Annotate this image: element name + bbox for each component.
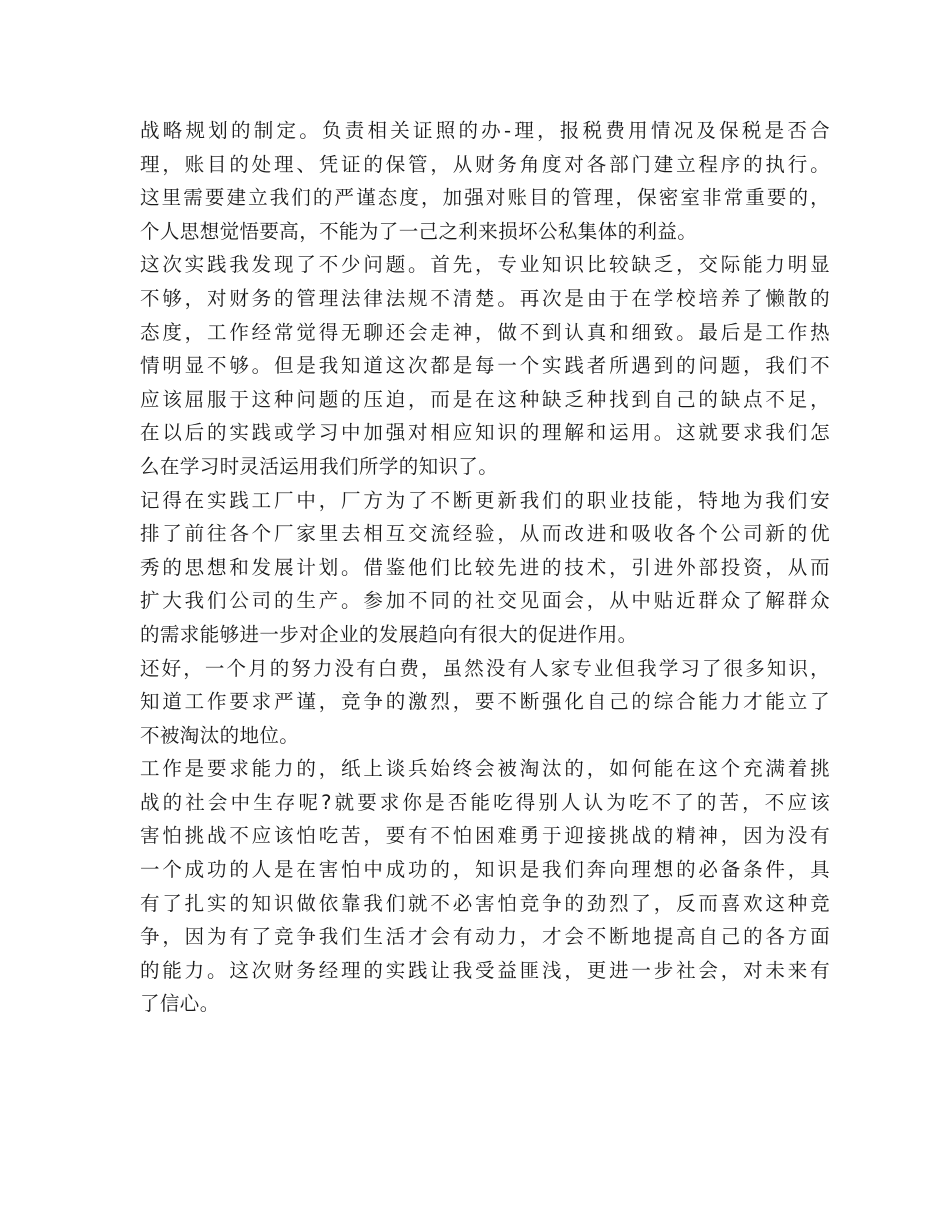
text-line: 有了扎实的知识做依靠我们就不必害怕竞争的劲烈了，反而喜欢这种竞 [140, 891, 830, 915]
text-line: 了信心。 [140, 992, 220, 1016]
text-line: 理，账目的处理、凭证的保管，从财务角度对各部门建立程序的执行。 [140, 152, 830, 176]
paragraph-3 [140, 484, 830, 652]
paragraph-4 [140, 652, 830, 753]
text-line: 战的社会中生存呢?就要求你是否能吃得别人认为吃不了的苦，不应该 [140, 790, 830, 814]
paragraph-2 [140, 248, 830, 483]
document-body [140, 114, 830, 1021]
text-line: 还好，一个月的努力没有白费，虽然没有人家专业但我学习了很多知识， [140, 656, 830, 680]
text-line: 一个成功的人是在害怕中成功的，知识是我们奔向理想的必备条件，具 [140, 858, 830, 882]
text-line: 争，因为有了竞争我们生活才会有动力，才会不断地提高自己的各方面 [140, 925, 830, 949]
text-line: 秀的思想和发展计划。借鉴他们比较先进的技术，引进外部投资，从而 [140, 555, 830, 579]
text-line: 不被淘汰的地位。 [140, 723, 300, 747]
text-line: 个人思想觉悟要高，不能为了一己之利来损坏公私集体的利益。 [140, 219, 698, 243]
text-line: 态度，工作经常觉得无聊还会走神，做不到认真和细致。最后是工作热 [140, 320, 830, 344]
text-line: 害怕挑战不应该怕吃苦，要有不怕困难勇于迎接挑战的精神，因为没有 [140, 824, 830, 848]
text-line: 不够，对财务的管理法律法规不清楚。再次是由于在学校培养了懒散的 [140, 286, 830, 310]
text-line: 工作是要求能力的，纸上谈兵始终会被淘汰的，如何能在这个充满着挑 [140, 757, 830, 781]
text-line: 扩大我们公司的生产。参加不同的社交见面会，从中贴近群众了解群众 [140, 589, 830, 613]
paragraph-5 [140, 752, 830, 1021]
text-line: 情明显不够。但是我知道这次都是每一个实践者所遇到的问题，我们不 [140, 354, 830, 378]
text-line: 排了前往各个厂家里去相互交流经验，从而改进和吸收各个公司新的优 [140, 522, 830, 546]
text-line: 知道工作要求严谨，竞争的激烈，要不断强化自己的综合能力才能立了 [140, 690, 830, 714]
text-line: 这次实践我发现了不少问题。首先，专业知识比较缺乏，交际能力明显 [140, 253, 830, 277]
text-line: 这里需要建立我们的严谨态度，加强对账目的管理，保密室非常重要的， [140, 186, 830, 210]
text-line: 在以后的实践或学习中加强对相应知识的理解和运用。这就要求我们怎 [140, 421, 830, 445]
paragraph-1 [140, 114, 830, 248]
text-line: 应该屈服于这种问题的压迫，而是在这种缺乏种找到自己的缺点不足， [140, 387, 830, 411]
text-line: 么在学习时灵活运用我们所学的知识了。 [140, 454, 499, 478]
text-line: 战略规划的制定。负责相关证照的办-理，报税费用情况及保税是否合 [140, 119, 830, 142]
text-line: 的能力。这次财务经理的实践让我受益匪浅，更进一步社会，对未来有 [140, 958, 830, 982]
text-line: 记得在实践工厂中，厂方为了不断更新我们的职业技能，特地为我们安 [140, 488, 830, 512]
text-line: 的需求能够进一步对企业的发展趋向有很大的促进作用。 [140, 622, 638, 646]
